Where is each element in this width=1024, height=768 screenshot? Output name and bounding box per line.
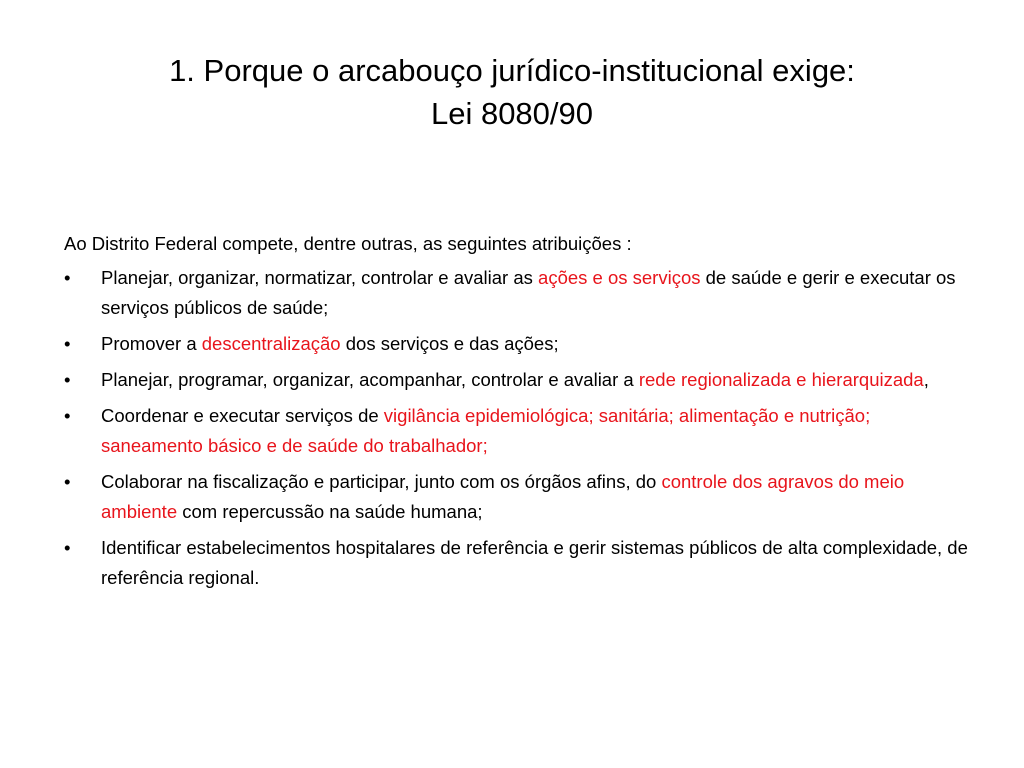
bullet-item bbox=[64, 365, 976, 395]
bullet-item bbox=[64, 401, 976, 461]
bullet-item bbox=[64, 329, 976, 359]
bullet-list bbox=[64, 263, 976, 593]
bullet-highlight: ações e os serviços bbox=[538, 267, 701, 288]
bullet-highlight: descentralização bbox=[201, 333, 341, 354]
bullet-text: Coordenar e executar serviços de bbox=[101, 405, 384, 426]
bullet-text: Colaborar na fiscalização e participar, junto com os órgãos afins, do bbox=[101, 471, 662, 492]
slide-title bbox=[60, 49, 964, 135]
intro-text: Ao Distrito Federal compete, dentre outras, as seguintes atribuições : bbox=[64, 233, 632, 254]
bullet-icon: • bbox=[64, 333, 71, 354]
bullet-text: Planejar, organizar, normatizar, controlar e avaliar as bbox=[101, 267, 539, 288]
bullet-item bbox=[64, 263, 976, 323]
slide-body bbox=[64, 229, 976, 599]
bullet-icon: • bbox=[64, 537, 71, 558]
slide-title-line-2: Lei 8080/90 bbox=[430, 96, 594, 131]
bullet-item bbox=[64, 533, 976, 593]
bullet-text-end: de saúde e gerir e executar os serviços públicos de saúde; bbox=[101, 267, 956, 318]
bullet-icon: • bbox=[64, 471, 71, 492]
bullet-text: Promover a bbox=[101, 333, 202, 354]
slide-title-line-1: 1. Porque o arcabouço jurídico-institucional exige: bbox=[169, 53, 855, 88]
bullet-icon: • bbox=[64, 405, 71, 426]
bullet-text: Planejar, programar, organizar, acompanhar, controlar e avaliar a bbox=[101, 369, 639, 390]
bullet-text-end: dos serviços e das ações; bbox=[340, 333, 559, 354]
bullet-text: Identificar estabelecimentos hospitalares de referência e gerir sistemas públicos de alta complexidade, de referência regional. bbox=[101, 537, 968, 588]
bullet-text-end: , bbox=[923, 369, 929, 390]
bullet-text-end: com repercussão na saúde humana; bbox=[177, 501, 483, 522]
bullet-highlight: rede regionalizada e hierarquizada bbox=[638, 369, 924, 390]
bullet-highlight: vigilância epidemiológica; sanitária; alimentação e nutrição; saneamento básico e de saúde do trabalhador; bbox=[101, 405, 871, 456]
bullet-icon: • bbox=[64, 369, 71, 390]
bullet-icon: • bbox=[64, 267, 71, 288]
bullet-item bbox=[64, 467, 976, 527]
bullet-highlight: controle dos agravos do meio ambiente bbox=[101, 471, 905, 522]
